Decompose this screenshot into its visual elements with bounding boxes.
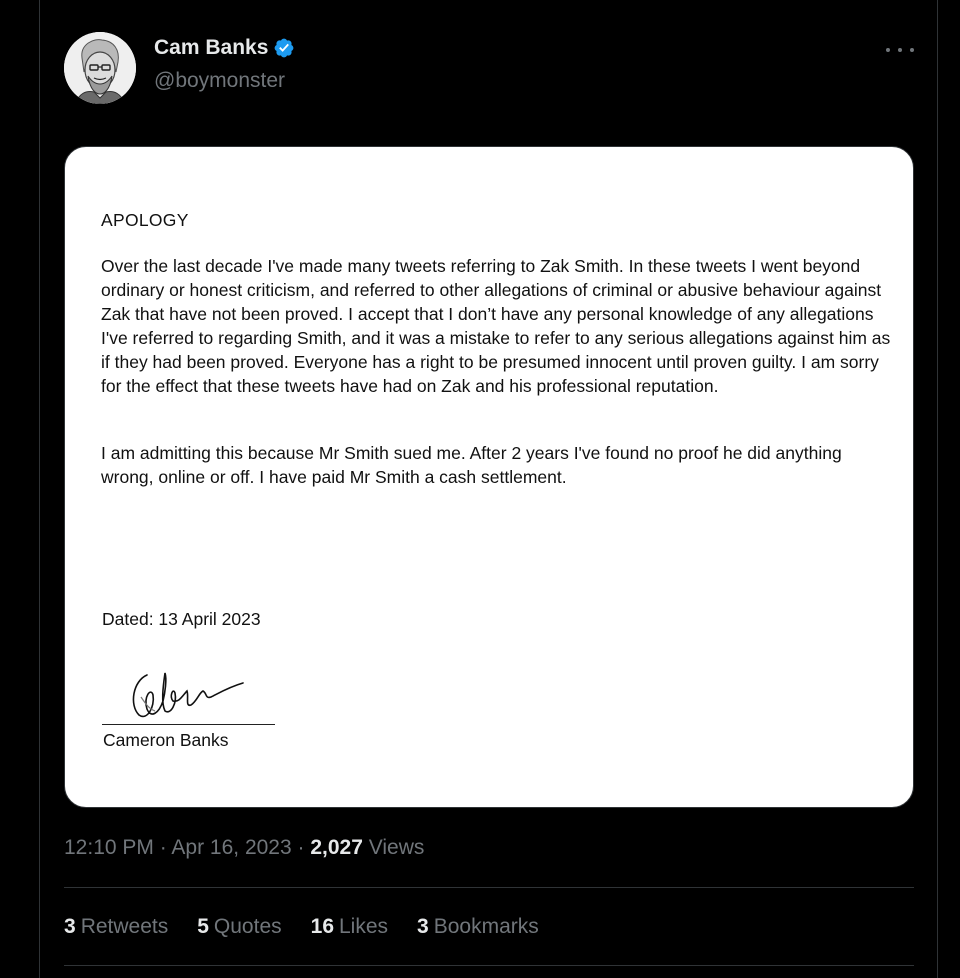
- tweet-image[interactable]: [64, 146, 914, 808]
- stat-count: 16: [310, 915, 334, 938]
- verified-badge-icon[interactable]: [273, 37, 295, 59]
- stat-count: 3: [64, 915, 76, 938]
- stat-count: 5: [197, 915, 209, 938]
- document-paragraph-1: Over the last decade I've made many tweets referring to Zak Smith. In these tweets I went beyond ordinary or honest criticism, and referred to other allegations of criminal or abusive behaviour against Zak that have not been proved. I accept that I don’t have any personal knowledge of any allegations I've referred to regarding Smith, and it was a mistake to refer to any serious allegations against him as if they had been proved. Everyone has a right to be presumed innocent until proven guilty. I am sorry for the effect that these tweets have had on Zak and his professional reputation.: [101, 256, 891, 396]
- stat-label: Likes: [339, 915, 389, 938]
- tweet-date[interactable]: Apr 16, 2023: [171, 836, 292, 859]
- stat-label: Retweets: [80, 915, 169, 938]
- dot-icon: [886, 48, 890, 52]
- document-dated: Dated: 13 April 2023: [102, 609, 261, 629]
- stat-label: Bookmarks: [433, 915, 539, 938]
- document-heading: APOLOGY: [101, 210, 189, 230]
- dot-icon: [898, 48, 902, 52]
- avatar-sketch-icon: [64, 32, 136, 104]
- tweet-time[interactable]: 12:10 PM: [64, 836, 154, 859]
- author-name-row[interactable]: [154, 36, 295, 60]
- meta-separator: ·: [153, 836, 172, 859]
- stat-retweets[interactable]: [64, 915, 168, 939]
- signature-line: [102, 724, 275, 725]
- views-count: 2,027: [310, 836, 363, 859]
- stat-quotes[interactable]: [197, 915, 281, 939]
- stat-likes[interactable]: [311, 915, 388, 939]
- meta-separator: ·: [291, 836, 311, 859]
- author-handle[interactable]: @boymonster: [154, 69, 286, 92]
- document-signer-name: Cameron Banks: [103, 730, 229, 750]
- dot-icon: [910, 48, 914, 52]
- stat-count: 3: [417, 915, 429, 938]
- tweet-meta: [64, 836, 424, 860]
- document-paragraph-2: I am admitting this because Mr Smith sued me. After 2 years I've found no proof he did anything wrong, online or off. I have paid Mr Smith a cash settlement.: [101, 443, 842, 487]
- stat-label: Quotes: [213, 915, 282, 938]
- signature-icon: [125, 657, 255, 727]
- engagement-stats: [64, 915, 539, 939]
- author-display-name[interactable]: Cam Banks: [154, 36, 269, 59]
- more-options-icon[interactable]: [886, 38, 914, 62]
- divider: [64, 887, 914, 888]
- views-label: Views: [368, 836, 425, 859]
- divider: [64, 965, 914, 966]
- stat-bookmarks[interactable]: [417, 915, 539, 939]
- avatar[interactable]: [64, 32, 136, 104]
